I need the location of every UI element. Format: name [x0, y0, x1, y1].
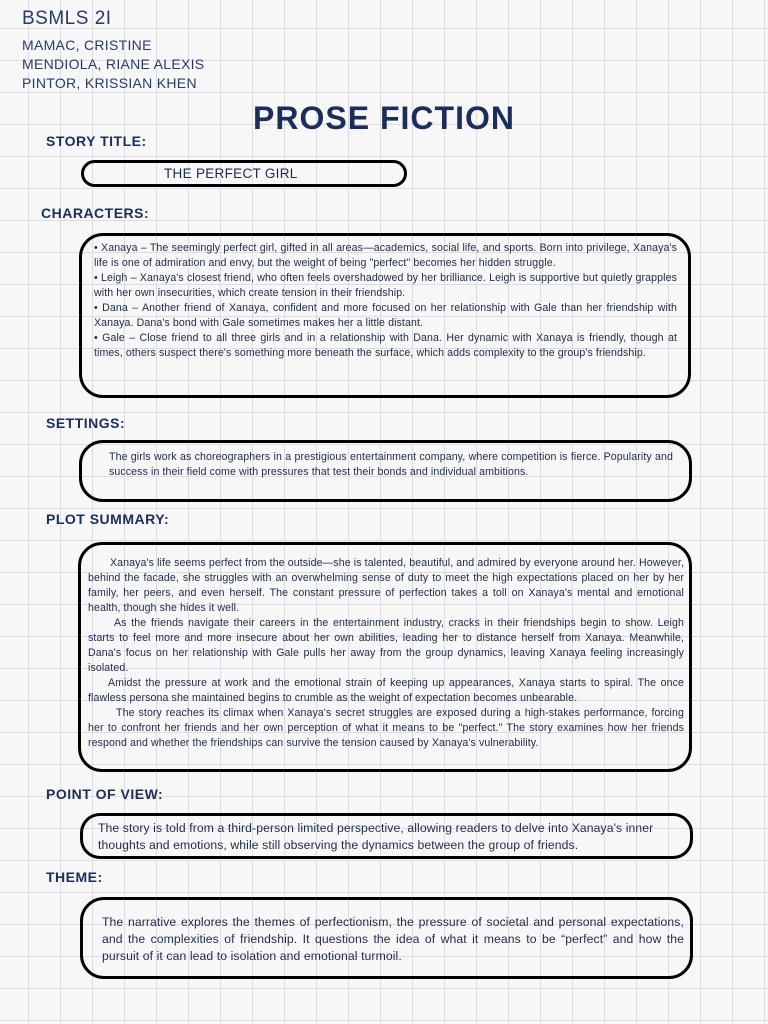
settings-box	[79, 440, 692, 502]
theme-text: The narrative explores the themes of perfectionism, the pressure of societal and personal expectations, and the complexities of friendship. It questions the idea of what it means to be “perfect” and how the pursuit of it can lead to isolation and emotional turmoil.	[102, 915, 684, 963]
theme-box	[80, 897, 693, 979]
plot-summary-label: PLOT SUMMARY:	[46, 511, 170, 527]
point-of-view-text: The story is told from a third-person limited perspective, allowing readers to delve into Xanaya's inner thoughts and emotions, while still observing the dynamics between the group of friends.	[98, 821, 654, 852]
plot-paragraph: Amidst the pressure at work and the emotional strain of keeping up appearances, Xanaya starts to spiral. The once flawless persona she maintained begins to crumble as the weight of expectation becomes unbearable.	[88, 677, 684, 704]
story-title-label: STORY TITLE:	[46, 133, 147, 149]
settings-text: The girls work as choreographers in a prestigious entertainment company, where competition is fierce. Popularity and success in their field come with pressures that test their bonds and individual ambitions.	[109, 451, 673, 478]
theme-label: THEME:	[46, 869, 103, 885]
character-item: • Dana – Another friend of Xanaya, confident and more focused on her relationship with Gale than her friendship with Xanaya. Dana's bond with Gale sometimes makes her a little distant.	[94, 302, 677, 329]
member-name: MENDIOLA, RIANE ALEXIS	[22, 56, 205, 72]
settings-label: SETTINGS:	[46, 415, 126, 431]
characters-list	[94, 241, 677, 361]
plot-summary-text	[88, 556, 684, 751]
point-of-view-label: POINT OF VIEW:	[46, 786, 164, 802]
character-item: • Gale – Close friend to all three girls and in a relationship with Dana. Her dynamic with Xanaya is friendly, though at times, others suspect there's something more beneath the surface, which adds complexity to the group's friendship.	[94, 332, 677, 359]
story-title-value: THE PERFECT GIRL	[164, 166, 298, 181]
course-code: BSMLS 2I	[22, 8, 112, 29]
group-members	[22, 36, 204, 93]
page-title: PROSE FICTION	[253, 100, 515, 136]
plot-paragraph: Xanaya's life seems perfect from the outside—she is talented, beautiful, and admired by everyone around her. However, behind the facade, she struggles with an overwhelming sense of duty to meet the high expectations placed on her by her family, her peers, and even herself. The constant pressure of perfection takes a toll on Xanaya's mental and emotional health, though she hides it well.	[88, 557, 684, 614]
story-title-box	[81, 160, 407, 187]
plot-summary-box	[78, 542, 692, 772]
member-name: MAMAC, CRISTINE	[22, 37, 152, 53]
character-item: • Xanaya – The seemingly perfect girl, gifted in all areas—academics, social life, and sports. Born into privilege, Xanaya's life is one of admiration and envy, but the weight of being "perfect" becomes her hidden struggle.	[94, 242, 677, 269]
plot-paragraph: As the friends navigate their careers in the entertainment industry, cracks in their friendships begin to show. Leigh starts to feel more and more insecure about her own abilities, leading her to distance herself from Xanaya. Meanwhile, Dana's focus on her relationship with Gale pulls her away from the group dynamics, leaving Xanaya feeling increasingly isolated.	[88, 617, 684, 674]
point-of-view-box	[80, 813, 693, 859]
characters-box	[79, 233, 691, 398]
character-item: • Leigh – Xanaya's closest friend, who often feels overshadowed by her brilliance. Leigh is supportive but quietly grapples with her own insecurities, which create tension in their friendship.	[94, 272, 677, 299]
member-name: PINTOR, KRISSIAN KHEN	[22, 75, 197, 91]
plot-paragraph: The story reaches its climax when Xanaya's secret struggles are exposed during a high-stakes performance, forcing her to confront her friends and her own perception of what it means to be "perfect." The story examines how her friends respond and whether the friendships can survive the tension caused by Xanaya's vulnerability.	[88, 707, 684, 749]
characters-label: CHARACTERS:	[41, 205, 150, 221]
